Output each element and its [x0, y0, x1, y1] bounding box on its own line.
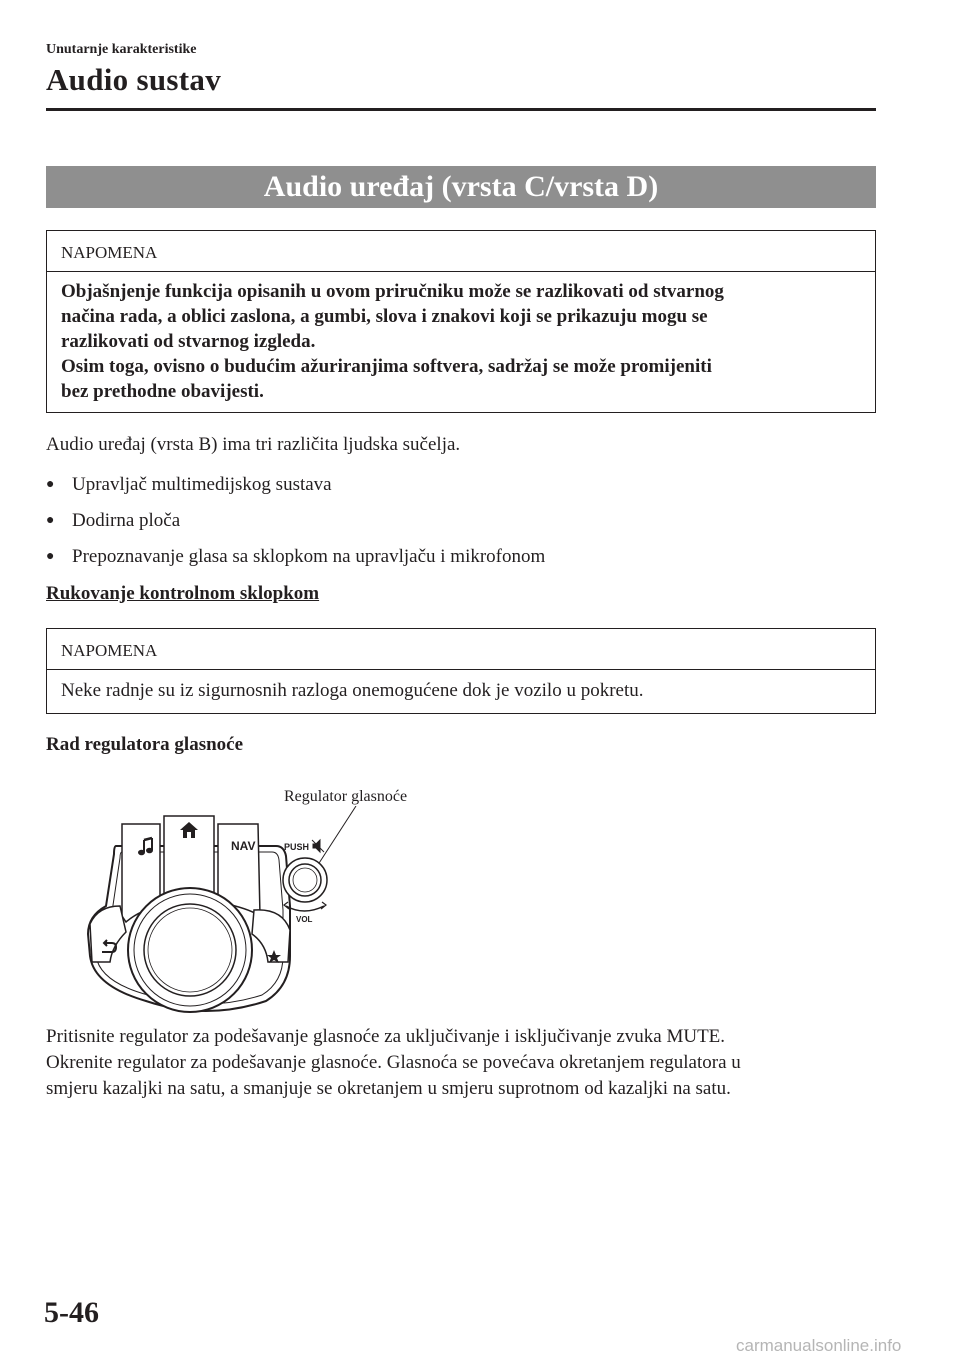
note-line: razlikovati od stvarnog izgleda. — [61, 331, 316, 352]
page-number: 5-46 — [44, 1296, 99, 1329]
note-text: Neke radnje su iz sigurnosnih razloga onemogućene dok je vozilo u pokretu. — [61, 680, 644, 701]
note-box-safety — [46, 628, 876, 714]
nav-button-label: NAV — [231, 839, 256, 853]
bullet-text: Upravljač multimedijskog sustava — [72, 474, 332, 495]
watermark: carmanualsonline.info — [736, 1336, 902, 1355]
bullet-dot-icon: ● — [46, 477, 55, 492]
mute-icon — [312, 840, 324, 852]
note-label: NAPOMENA — [47, 629, 875, 670]
note-text — [47, 272, 875, 412]
note-line: bez prethodne obavijesti. — [61, 381, 264, 402]
commander-control-figure — [76, 806, 456, 1016]
bullet-text: Prepoznavanje glasa sa sklopkom na upravljaču i mikrofonom — [72, 546, 546, 567]
note-box-general — [46, 230, 876, 413]
note-label: NAPOMENA — [47, 231, 875, 272]
note-line: Objašnjenje funkcija opisanih u ovom priručniku može se razlikovati od stvarnog — [61, 281, 724, 302]
bullet-text: Dodirna ploča — [72, 510, 181, 531]
commander-knob — [144, 904, 236, 996]
bullet-item — [46, 508, 180, 534]
note-line: načina rada, a oblici zaslona, a gumbi, slova i znakovi koji se prikazuju mogu se — [61, 306, 708, 327]
section-title-banner: Audio uređaj (vrsta C/vrsta D) — [46, 166, 876, 208]
intro-paragraph: Audio uređaj (vrsta B) ima tri različita ljudska sučelja. — [46, 434, 461, 455]
body-line: Okrenite regulator za podešavanje glasnoće. Glasnoća se povećava okretanjem regulatora u — [46, 1052, 741, 1073]
bullet-item — [46, 472, 332, 498]
push-label: PUSH — [284, 842, 310, 852]
body-paragraph — [46, 1024, 876, 1102]
header-rule — [46, 108, 876, 111]
vol-label: VOL — [296, 915, 313, 924]
subsection-title: Rukovanje kontrolnom sklopkom — [46, 583, 320, 604]
volume-arc — [286, 906, 324, 911]
body-line: Pritisnite regulator za podešavanje glasnoće za uključivanje i isključivanje zvuka MUTE. — [46, 1026, 726, 1047]
chapter-title: Audio sustav — [46, 62, 222, 97]
bullet-dot-icon: ● — [46, 549, 55, 564]
note-line: Osim toga, ovisno o budućim ažuriranjima softvera, sadržaj se može promijeniti — [61, 356, 712, 377]
body-line: smjeru kazaljki na satu, a smanjuje se okretanjem u smjeru suprotnom od kazaljki na satu. — [46, 1078, 731, 1099]
bullet-item — [46, 544, 545, 570]
running-head: Unutarnje karakteristike — [46, 42, 197, 57]
bullet-dot-icon: ● — [46, 513, 55, 528]
volume-knob — [289, 864, 321, 896]
figure-callout-label: Regulator glasnoće — [284, 788, 408, 805]
subheading-volume: Rad regulatora glasnoće — [46, 734, 244, 755]
